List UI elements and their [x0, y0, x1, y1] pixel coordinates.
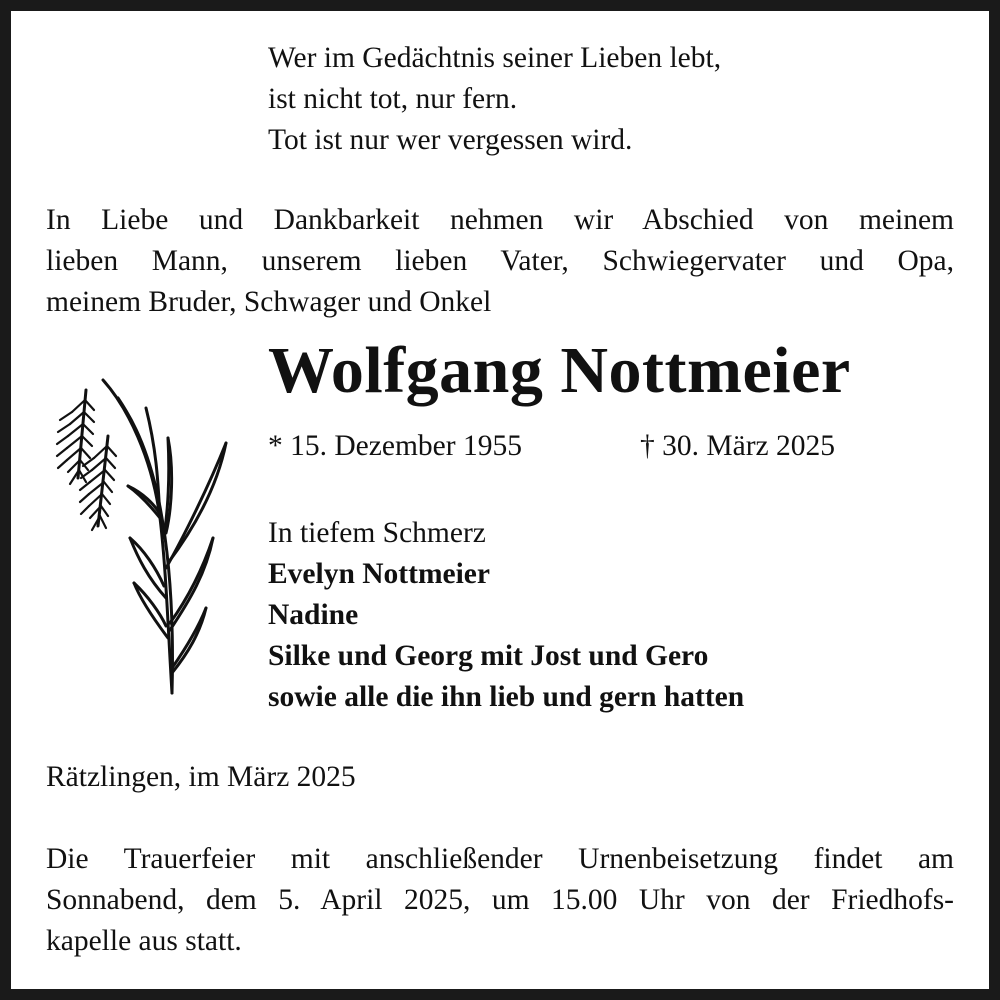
mourners-intro: In tiefem Schmerz: [268, 517, 486, 549]
intro-line-3: meinem Bruder, Schwager und Onkel: [46, 286, 492, 318]
funeral-line-3: kapelle aus statt.: [46, 925, 242, 957]
intro-line-1: In Liebe und Dankbarkeit nehmen wir Abschied von meinem: [46, 204, 954, 236]
intro-line-2: lieben Mann, unserem lieben Vater, Schwiegervater und Opa,: [46, 245, 954, 277]
poem-line-3: Tot ist nur wer vergessen wird.: [268, 124, 633, 156]
poem-line-2: ist nicht tot, nur fern.: [268, 83, 518, 115]
funeral-line-2: Sonnabend, dem 5. April 2025, um 15.00 Uhr von der Friedhofs-: [46, 884, 954, 916]
mourner-name: Nadine: [268, 599, 359, 631]
place-date: Rätzlingen, im März 2025: [46, 761, 356, 793]
mourner-name: Evelyn Nottmeier: [268, 558, 490, 590]
wheat-ears-icon: [48, 368, 238, 698]
death-date: † 30. März 2025: [640, 430, 835, 462]
mourner-name: sowie alle die ihn lieb und gern hatten: [268, 681, 745, 713]
poem-line-1: Wer im Gedächtnis seiner Lieben lebt,: [268, 42, 722, 74]
deceased-name: Wolfgang Nottmeier: [268, 334, 851, 407]
funeral-line-1: Die Trauerfeier mit anschließender Urnenbeisetzung findet am: [46, 843, 954, 875]
mourner-name: Silke und Georg mit Jost und Gero: [268, 640, 709, 672]
birth-date: * 15. Dezember 1955: [268, 430, 522, 462]
